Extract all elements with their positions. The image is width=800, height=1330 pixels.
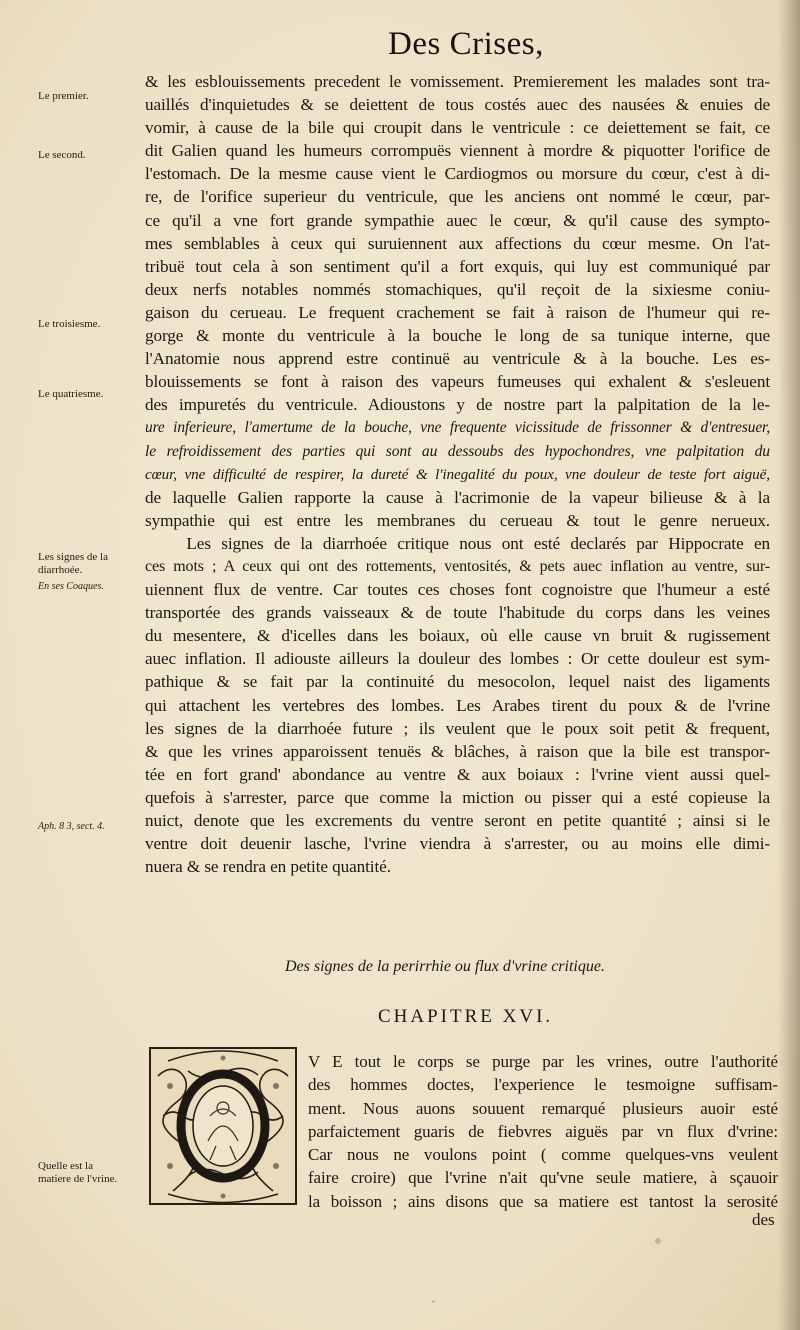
body-line: sympathie qui est entre les membranes du cerueau & tout le genre nerueux. xyxy=(145,510,770,530)
body-line: nuera & se rendra en petite quantité. xyxy=(145,857,391,877)
body-line: tribuë tout cela à son sentiment qu'il a fort exquis, qui luy est communiqué par xyxy=(145,256,770,276)
body-line: qui attachent les vertebres des lombes. Les Arabes tirent du poux & de l'vrine xyxy=(145,695,770,715)
body-line: uiennent flux de ventre. Car toutes ces choses font cognoistre que l'humeur a esté xyxy=(145,580,770,600)
body-line: de laquelle Galien rapporte la cause à l'acrimonie de la vapeur bilieuse & à la xyxy=(145,487,770,507)
margin-coaques: En ses Coaques. xyxy=(38,581,104,592)
section-title: Des signes de la perirrhie ou flux d'vrine critique. xyxy=(285,958,605,975)
body-line: re, de l'orifice superieur du ventricule, que les anciens ont nommé le cœur, par- xyxy=(145,187,770,207)
catchword: des xyxy=(752,1210,775,1229)
body-line: des impuretés du ventricule. Adioustons y de nostre part la palpitation de la le- xyxy=(145,395,770,415)
margin-matiere-urine: Quelle est la matiere de l'vrine. xyxy=(38,1160,118,1185)
page-edge-shadow xyxy=(778,0,800,1330)
margin-le-premier: Le premier. xyxy=(38,90,89,102)
body-line: pathique & se fait par la continuité du mesocolon, lequel naist des ligaments xyxy=(145,672,770,692)
chapter-line: des hommes doctes, l'experience le tesmoigne suffisam- xyxy=(308,1075,778,1095)
margin-le-quatriesme: Le quatriesme. xyxy=(38,388,104,400)
body-line: gorge & monte du ventricule à la bouche le long de sa tunique interne, que xyxy=(145,326,770,346)
body-line: cœur, vne difficulté de respirer, la dureté & l'inegalité du poux, vne douleur de teste fort aiguë, xyxy=(145,465,770,483)
body-line: tée en fort grand' abondance au ventre & aux boiaux : l'vrine vient aussi quel- xyxy=(145,764,770,784)
body-line: uaillés d'inquietudes & se deiettent de tous costés auec des nausées & enuies de xyxy=(145,95,770,115)
chapter-line: la boisson ; ains disons que sa matiere est tantost la serosité xyxy=(308,1191,778,1211)
ink-spot xyxy=(655,1238,661,1244)
body-line: transportée des grands vaisseaux & de toute l'habitude du corps dans les veines xyxy=(145,603,770,623)
body-line: les signes de la diarrhoée future ; ils veulent que le poux soit petit & frequent, xyxy=(145,718,770,738)
ornament-initial-icon xyxy=(148,1046,298,1206)
body-line: ure inferieure, l'amertume de la bouche, vne frequente vicissitude de frissonner & d'entresuer, xyxy=(145,419,770,437)
margin-aph: Aph. 8 3, sect. 4. xyxy=(38,821,105,832)
body-line: gaison du cerueau. Le frequent crachement se fait à raison de l'humeur qui re- xyxy=(145,302,770,322)
chapter-line: faire croire) que l'vrine n'ait qu'vne seule matiere, à sçauoir xyxy=(308,1168,778,1188)
decorated-initial xyxy=(148,1046,298,1206)
ink-spot xyxy=(432,1300,435,1303)
body-line: le refroidissement des parties qui sont au dessoubs des hypochondres, vne palpitation du xyxy=(145,442,770,460)
body-line: Les signes de la diarrhoée critique nous ont esté declarés par Hippocrate en xyxy=(145,533,770,553)
body-line: blouissements se font à raison des vapeurs fumeuses qui exhalent & s'esleuent xyxy=(145,372,770,392)
body-line: vomir, à cause de la bile qui croupit dans le ventricule : ce deiettement se fait, ce xyxy=(145,118,770,138)
body-line: dit Galien quand les humeurs corrompuës viennent à mordre & piquotter l'orifice de xyxy=(145,141,770,161)
chapter-line: Car nous ne voulons point ( comme quelques-vns veulent xyxy=(308,1145,778,1165)
chapter-text xyxy=(308,1050,778,1213)
body-line: du mesentere, & d'icelles dans les boiaux, où elle cause vn bruit & rugissement xyxy=(145,626,770,646)
chapter-line: ment. Nous auons souuent remarqué plusieurs auoir esté xyxy=(308,1098,778,1118)
body-line: mes semblables à ceux qui suruiennent aux affections du cœur mesme. On l'at- xyxy=(145,233,770,253)
chapter-heading: CHAPITRE XVI. xyxy=(378,1006,554,1027)
body-line: deux nerfs notables nommés stomachiques, qu'il reçoit de la sixiesme coniu- xyxy=(145,279,770,299)
body-line: ces mots ; A ceux qui ont des rottements, ventosités, & pets auec inflation au ventre, sur- xyxy=(145,557,770,575)
body-line: l'estomach. De la mesme cause vient le Cardiogmos ou morsure du cœur, c'est à di- xyxy=(145,164,770,184)
body-line: auec inflation. Il adiouste ailleurs la douleur des lombes : Or cette douleur est sym- xyxy=(145,649,770,669)
body-line: ventre doit deuenir lasche, l'vrine viendra à s'arrester, ou au moins elle dimi- xyxy=(145,834,770,854)
chapter-line: V E tout le corps se purge par les vrines, outre l'authorité xyxy=(308,1052,778,1071)
body-line: l'Anatomie nous apprend estre continuë au ventricule & à la bouche. Les es- xyxy=(145,349,770,369)
margin-signes-diarrhoee: Les signes de la diarrhoée. xyxy=(38,551,108,576)
body-line: ce qu'il a vne fort grande sympathie auec le cœur, & qu'il cause des sympto- xyxy=(145,210,770,230)
body-line: quefois à s'arrester, parce que comme la miction ou pisser qui a esté copieuse la xyxy=(145,787,770,807)
body-line: & que les vrines apparoissent tenuës & blâches, à raison que la bile est transpor- xyxy=(145,741,770,761)
chapter-line: parfaictement guaris de fiebvres aiguës par vn flux d'vrine: xyxy=(308,1121,778,1141)
body-line: & les esblouissements precedent le vomissement. Premierement les malades sont tra- xyxy=(145,72,770,91)
margin-le-second: Le second. xyxy=(38,149,86,161)
margin-le-troisiesme: Le troisiesme. xyxy=(38,318,101,330)
body-text xyxy=(145,70,770,878)
running-head: Des Crises, xyxy=(388,26,544,62)
body-line: nuict, denote que les excrements du ventre seront en petite quantité ; ainsi si le xyxy=(145,811,770,830)
